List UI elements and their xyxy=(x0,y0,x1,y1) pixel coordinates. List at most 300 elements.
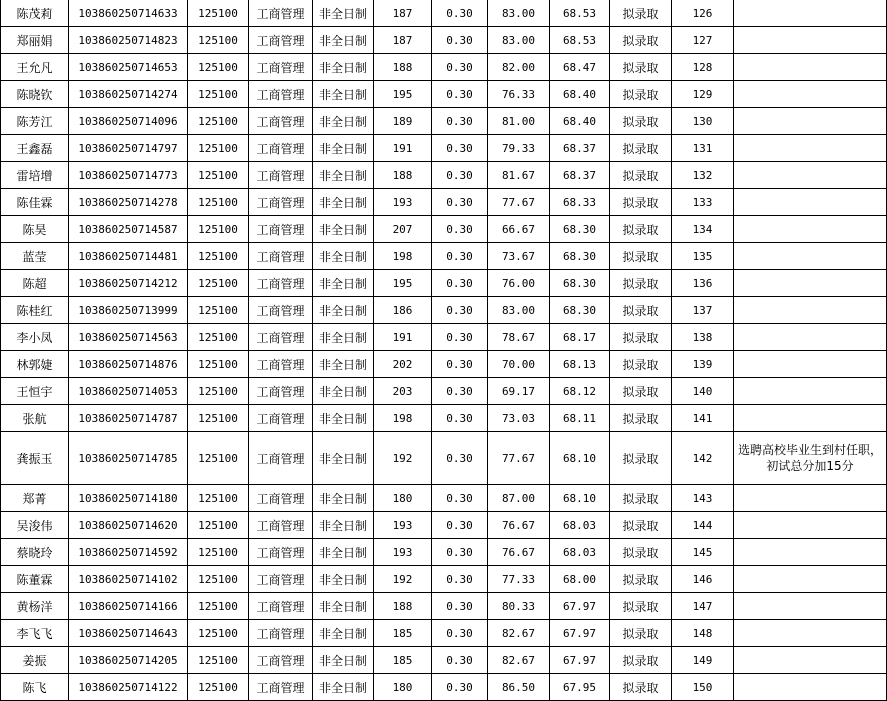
cell-name: 蓝莹 xyxy=(1,243,69,270)
cell-weight: 0.30 xyxy=(432,620,488,647)
cell-initial-score: 180 xyxy=(374,674,432,701)
cell-major-code: 125100 xyxy=(188,54,249,81)
cell-initial-score: 188 xyxy=(374,593,432,620)
cell-major: 工商管理 xyxy=(249,270,313,297)
cell-initial-score: 186 xyxy=(374,297,432,324)
cell-status: 拟录取 xyxy=(610,81,672,108)
cell-rank: 138 xyxy=(672,324,734,351)
cell-note xyxy=(734,405,887,432)
cell-weight: 0.30 xyxy=(432,81,488,108)
cell-rank: 149 xyxy=(672,647,734,674)
cell-study-mode: 非全日制 xyxy=(313,512,374,539)
table-row xyxy=(1,593,887,620)
cell-major-code: 125100 xyxy=(188,189,249,216)
table-row xyxy=(1,54,887,81)
cell-total-score: 68.03 xyxy=(550,512,610,539)
cell-status: 拟录取 xyxy=(610,270,672,297)
cell-rank: 136 xyxy=(672,270,734,297)
cell-initial-score: 195 xyxy=(374,81,432,108)
cell-name: 吴浚伟 xyxy=(1,512,69,539)
cell-note xyxy=(734,485,887,512)
cell-note xyxy=(734,162,887,189)
cell-rank: 134 xyxy=(672,216,734,243)
cell-study-mode: 非全日制 xyxy=(313,647,374,674)
cell-retest-score: 73.03 xyxy=(488,405,550,432)
cell-retest-score: 79.33 xyxy=(488,135,550,162)
cell-initial-score: 188 xyxy=(374,162,432,189)
cell-major: 工商管理 xyxy=(249,108,313,135)
table-row xyxy=(1,0,887,27)
cell-study-mode: 非全日制 xyxy=(313,297,374,324)
cell-major: 工商管理 xyxy=(249,378,313,405)
cell-retest-score: 76.67 xyxy=(488,539,550,566)
cell-status: 拟录取 xyxy=(610,216,672,243)
cell-status: 拟录取 xyxy=(610,297,672,324)
cell-total-score: 68.12 xyxy=(550,378,610,405)
cell-major-code: 125100 xyxy=(188,216,249,243)
cell-initial-score: 193 xyxy=(374,189,432,216)
cell-exam-id: 103860250714785 xyxy=(69,432,188,485)
cell-initial-score: 191 xyxy=(374,135,432,162)
cell-total-score: 68.03 xyxy=(550,539,610,566)
cell-retest-score: 80.33 xyxy=(488,593,550,620)
table-row xyxy=(1,162,887,189)
cell-major: 工商管理 xyxy=(249,566,313,593)
cell-rank: 143 xyxy=(672,485,734,512)
cell-name: 郑丽娟 xyxy=(1,27,69,54)
cell-retest-score: 76.67 xyxy=(488,512,550,539)
cell-name: 李小凤 xyxy=(1,324,69,351)
cell-status: 拟录取 xyxy=(610,405,672,432)
table-row xyxy=(1,351,887,378)
cell-total-score: 67.97 xyxy=(550,647,610,674)
cell-name: 陈芳江 xyxy=(1,108,69,135)
cell-retest-score: 83.00 xyxy=(488,27,550,54)
cell-exam-id: 103860250714587 xyxy=(69,216,188,243)
cell-note xyxy=(734,297,887,324)
cell-status: 拟录取 xyxy=(610,108,672,135)
cell-initial-score: 187 xyxy=(374,0,432,27)
cell-exam-id: 103860250714212 xyxy=(69,270,188,297)
cell-weight: 0.30 xyxy=(432,485,488,512)
cell-exam-id: 103860250714876 xyxy=(69,351,188,378)
cell-major: 工商管理 xyxy=(249,0,313,27)
cell-total-score: 68.37 xyxy=(550,162,610,189)
cell-note xyxy=(734,108,887,135)
cell-rank: 145 xyxy=(672,539,734,566)
cell-initial-score: 198 xyxy=(374,243,432,270)
cell-name: 陈董霖 xyxy=(1,566,69,593)
table-row xyxy=(1,620,887,647)
table-row xyxy=(1,27,887,54)
cell-name: 陈晓钦 xyxy=(1,81,69,108)
table-row xyxy=(1,432,887,485)
cell-study-mode: 非全日制 xyxy=(313,216,374,243)
cell-exam-id: 103860250714481 xyxy=(69,243,188,270)
cell-major-code: 125100 xyxy=(188,108,249,135)
cell-exam-id: 103860250714823 xyxy=(69,27,188,54)
cell-study-mode: 非全日制 xyxy=(313,189,374,216)
cell-retest-score: 76.33 xyxy=(488,81,550,108)
cell-status: 拟录取 xyxy=(610,324,672,351)
table-row xyxy=(1,485,887,512)
cell-major: 工商管理 xyxy=(249,512,313,539)
cell-major-code: 125100 xyxy=(188,243,249,270)
cell-retest-score: 82.67 xyxy=(488,647,550,674)
cell-major-code: 125100 xyxy=(188,324,249,351)
cell-rank: 129 xyxy=(672,81,734,108)
table-row xyxy=(1,512,887,539)
table-row xyxy=(1,270,887,297)
cell-exam-id: 103860250714773 xyxy=(69,162,188,189)
cell-major-code: 125100 xyxy=(188,81,249,108)
cell-weight: 0.30 xyxy=(432,243,488,270)
cell-study-mode: 非全日制 xyxy=(313,432,374,485)
cell-name: 李飞飞 xyxy=(1,620,69,647)
cell-retest-score: 66.67 xyxy=(488,216,550,243)
cell-exam-id: 103860250714180 xyxy=(69,485,188,512)
cell-initial-score: 192 xyxy=(374,566,432,593)
cell-exam-id: 103860250714653 xyxy=(69,54,188,81)
cell-total-score: 68.33 xyxy=(550,189,610,216)
table-row xyxy=(1,324,887,351)
cell-total-score: 68.00 xyxy=(550,566,610,593)
table-row xyxy=(1,297,887,324)
cell-major: 工商管理 xyxy=(249,593,313,620)
cell-rank: 131 xyxy=(672,135,734,162)
cell-name: 郑菁 xyxy=(1,485,69,512)
cell-major: 工商管理 xyxy=(249,54,313,81)
table-row xyxy=(1,81,887,108)
cell-major: 工商管理 xyxy=(249,324,313,351)
cell-initial-score: 185 xyxy=(374,647,432,674)
cell-initial-score: 207 xyxy=(374,216,432,243)
cell-major: 工商管理 xyxy=(249,216,313,243)
cell-major-code: 125100 xyxy=(188,351,249,378)
cell-note xyxy=(734,351,887,378)
cell-status: 拟录取 xyxy=(610,378,672,405)
cell-total-score: 68.30 xyxy=(550,270,610,297)
cell-total-score: 68.10 xyxy=(550,485,610,512)
table-row xyxy=(1,108,887,135)
cell-retest-score: 70.00 xyxy=(488,351,550,378)
cell-major-code: 125100 xyxy=(188,135,249,162)
cell-name: 陈飞 xyxy=(1,674,69,701)
cell-retest-score: 83.00 xyxy=(488,297,550,324)
cell-rank: 140 xyxy=(672,378,734,405)
cell-total-score: 68.30 xyxy=(550,297,610,324)
cell-note xyxy=(734,0,887,27)
cell-status: 拟录取 xyxy=(610,27,672,54)
cell-exam-id: 103860250714102 xyxy=(69,566,188,593)
cell-rank: 135 xyxy=(672,243,734,270)
cell-exam-id: 103860250714278 xyxy=(69,189,188,216)
cell-rank: 147 xyxy=(672,593,734,620)
cell-total-score: 68.30 xyxy=(550,216,610,243)
cell-retest-score: 73.67 xyxy=(488,243,550,270)
cell-exam-id: 103860250714787 xyxy=(69,405,188,432)
cell-weight: 0.30 xyxy=(432,593,488,620)
cell-total-score: 68.47 xyxy=(550,54,610,81)
cell-name: 蔡晓玲 xyxy=(1,539,69,566)
cell-note xyxy=(734,189,887,216)
cell-status: 拟录取 xyxy=(610,189,672,216)
cell-initial-score: 185 xyxy=(374,620,432,647)
cell-major-code: 125100 xyxy=(188,512,249,539)
cell-note xyxy=(734,378,887,405)
cell-total-score: 68.10 xyxy=(550,432,610,485)
cell-note xyxy=(734,539,887,566)
cell-exam-id: 103860250714643 xyxy=(69,620,188,647)
cell-status: 拟录取 xyxy=(610,162,672,189)
cell-weight: 0.30 xyxy=(432,647,488,674)
cell-status: 拟录取 xyxy=(610,593,672,620)
cell-study-mode: 非全日制 xyxy=(313,108,374,135)
cell-major-code: 125100 xyxy=(188,485,249,512)
cell-note xyxy=(734,674,887,701)
table-row xyxy=(1,566,887,593)
cell-study-mode: 非全日制 xyxy=(313,378,374,405)
cell-exam-id: 103860250714274 xyxy=(69,81,188,108)
cell-major: 工商管理 xyxy=(249,620,313,647)
cell-major: 工商管理 xyxy=(249,647,313,674)
cell-study-mode: 非全日制 xyxy=(313,539,374,566)
cell-major-code: 125100 xyxy=(188,405,249,432)
table-row xyxy=(1,243,887,270)
cell-weight: 0.30 xyxy=(432,351,488,378)
cell-weight: 0.30 xyxy=(432,270,488,297)
cell-major: 工商管理 xyxy=(249,189,313,216)
cell-name: 王恒宇 xyxy=(1,378,69,405)
table-row xyxy=(1,216,887,243)
cell-initial-score: 180 xyxy=(374,485,432,512)
cell-major-code: 125100 xyxy=(188,674,249,701)
table-row xyxy=(1,674,887,701)
cell-rank: 141 xyxy=(672,405,734,432)
cell-weight: 0.30 xyxy=(432,378,488,405)
cell-note xyxy=(734,593,887,620)
cell-exam-id: 103860250714633 xyxy=(69,0,188,27)
cell-weight: 0.30 xyxy=(432,54,488,81)
cell-exam-id: 103860250714053 xyxy=(69,378,188,405)
cell-study-mode: 非全日制 xyxy=(313,162,374,189)
cell-retest-score: 77.67 xyxy=(488,432,550,485)
cell-initial-score: 193 xyxy=(374,539,432,566)
cell-weight: 0.30 xyxy=(432,0,488,27)
cell-retest-score: 87.00 xyxy=(488,485,550,512)
cell-major-code: 125100 xyxy=(188,297,249,324)
cell-major: 工商管理 xyxy=(249,243,313,270)
cell-rank: 128 xyxy=(672,54,734,81)
cell-total-score: 68.53 xyxy=(550,0,610,27)
cell-weight: 0.30 xyxy=(432,512,488,539)
cell-rank: 126 xyxy=(672,0,734,27)
cell-weight: 0.30 xyxy=(432,674,488,701)
cell-note xyxy=(734,81,887,108)
cell-initial-score: 187 xyxy=(374,27,432,54)
cell-study-mode: 非全日制 xyxy=(313,566,374,593)
cell-weight: 0.30 xyxy=(432,539,488,566)
cell-major-code: 125100 xyxy=(188,378,249,405)
cell-major: 工商管理 xyxy=(249,162,313,189)
cell-rank: 137 xyxy=(672,297,734,324)
cell-status: 拟录取 xyxy=(610,243,672,270)
cell-initial-score: 203 xyxy=(374,378,432,405)
cell-initial-score: 188 xyxy=(374,54,432,81)
cell-name: 陈昊 xyxy=(1,216,69,243)
cell-retest-score: 82.67 xyxy=(488,620,550,647)
table-row xyxy=(1,405,887,432)
cell-note xyxy=(734,324,887,351)
cell-note xyxy=(734,647,887,674)
cell-major-code: 125100 xyxy=(188,162,249,189)
cell-major: 工商管理 xyxy=(249,27,313,54)
cell-study-mode: 非全日制 xyxy=(313,54,374,81)
cell-exam-id: 103860250714563 xyxy=(69,324,188,351)
cell-status: 拟录取 xyxy=(610,135,672,162)
cell-note xyxy=(734,135,887,162)
cell-retest-score: 83.00 xyxy=(488,0,550,27)
cell-name: 雷培增 xyxy=(1,162,69,189)
cell-major: 工商管理 xyxy=(249,539,313,566)
cell-retest-score: 86.50 xyxy=(488,674,550,701)
cell-exam-id: 103860250714205 xyxy=(69,647,188,674)
cell-major: 工商管理 xyxy=(249,432,313,485)
cell-study-mode: 非全日制 xyxy=(313,405,374,432)
cell-rank: 142 xyxy=(672,432,734,485)
cell-study-mode: 非全日制 xyxy=(313,674,374,701)
cell-exam-id: 103860250714166 xyxy=(69,593,188,620)
cell-study-mode: 非全日制 xyxy=(313,81,374,108)
cell-major: 工商管理 xyxy=(249,351,313,378)
table-row xyxy=(1,378,887,405)
cell-initial-score: 202 xyxy=(374,351,432,378)
cell-rank: 139 xyxy=(672,351,734,378)
cell-weight: 0.30 xyxy=(432,566,488,593)
table-row xyxy=(1,647,887,674)
cell-weight: 0.30 xyxy=(432,324,488,351)
cell-initial-score: 195 xyxy=(374,270,432,297)
cell-status: 拟录取 xyxy=(610,512,672,539)
cell-status: 拟录取 xyxy=(610,647,672,674)
cell-study-mode: 非全日制 xyxy=(313,620,374,647)
cell-note xyxy=(734,512,887,539)
cell-major: 工商管理 xyxy=(249,485,313,512)
cell-rank: 133 xyxy=(672,189,734,216)
cell-note xyxy=(734,620,887,647)
cell-major-code: 125100 xyxy=(188,566,249,593)
cell-total-score: 68.17 xyxy=(550,324,610,351)
cell-major-code: 125100 xyxy=(188,620,249,647)
cell-major: 工商管理 xyxy=(249,405,313,432)
cell-study-mode: 非全日制 xyxy=(313,135,374,162)
cell-major-code: 125100 xyxy=(188,0,249,27)
cell-note xyxy=(734,243,887,270)
cell-retest-score: 82.00 xyxy=(488,54,550,81)
cell-total-score: 67.97 xyxy=(550,593,610,620)
cell-name: 黄杨洋 xyxy=(1,593,69,620)
cell-weight: 0.30 xyxy=(432,405,488,432)
cell-study-mode: 非全日制 xyxy=(313,27,374,54)
cell-retest-score: 77.33 xyxy=(488,566,550,593)
table-row xyxy=(1,135,887,162)
cell-weight: 0.30 xyxy=(432,162,488,189)
cell-total-score: 68.40 xyxy=(550,81,610,108)
cell-exam-id: 103860250713999 xyxy=(69,297,188,324)
cell-weight: 0.30 xyxy=(432,189,488,216)
cell-retest-score: 81.00 xyxy=(488,108,550,135)
cell-name: 陈超 xyxy=(1,270,69,297)
cell-retest-score: 78.67 xyxy=(488,324,550,351)
cell-note xyxy=(734,566,887,593)
cell-total-score: 68.11 xyxy=(550,405,610,432)
cell-name: 陈桂红 xyxy=(1,297,69,324)
table-row xyxy=(1,189,887,216)
cell-total-score: 68.53 xyxy=(550,27,610,54)
cell-rank: 132 xyxy=(672,162,734,189)
cell-study-mode: 非全日制 xyxy=(313,324,374,351)
cell-initial-score: 193 xyxy=(374,512,432,539)
cell-retest-score: 76.00 xyxy=(488,270,550,297)
cell-initial-score: 189 xyxy=(374,108,432,135)
cell-major: 工商管理 xyxy=(249,297,313,324)
cell-initial-score: 192 xyxy=(374,432,432,485)
cell-major-code: 125100 xyxy=(188,270,249,297)
cell-weight: 0.30 xyxy=(432,135,488,162)
cell-retest-score: 77.67 xyxy=(488,189,550,216)
cell-exam-id: 103860250714122 xyxy=(69,674,188,701)
cell-exam-id: 103860250714592 xyxy=(69,539,188,566)
cell-status: 拟录取 xyxy=(610,674,672,701)
cell-weight: 0.30 xyxy=(432,432,488,485)
cell-total-score: 68.37 xyxy=(550,135,610,162)
cell-exam-id: 103860250714797 xyxy=(69,135,188,162)
cell-major-code: 125100 xyxy=(188,539,249,566)
cell-note xyxy=(734,216,887,243)
cell-study-mode: 非全日制 xyxy=(313,351,374,378)
cell-rank: 150 xyxy=(672,674,734,701)
cell-note: 选聘高校毕业生到村任职，初试总分加15分 xyxy=(734,432,887,485)
cell-retest-score: 69.17 xyxy=(488,378,550,405)
cell-major: 工商管理 xyxy=(249,135,313,162)
cell-name: 陈茂莉 xyxy=(1,0,69,27)
cell-initial-score: 198 xyxy=(374,405,432,432)
cell-total-score: 67.97 xyxy=(550,620,610,647)
cell-name: 王鑫磊 xyxy=(1,135,69,162)
cell-rank: 144 xyxy=(672,512,734,539)
cell-study-mode: 非全日制 xyxy=(313,485,374,512)
cell-weight: 0.30 xyxy=(432,216,488,243)
cell-initial-score: 191 xyxy=(374,324,432,351)
cell-study-mode: 非全日制 xyxy=(313,243,374,270)
cell-status: 拟录取 xyxy=(610,485,672,512)
cell-note xyxy=(734,27,887,54)
cell-major-code: 125100 xyxy=(188,27,249,54)
cell-study-mode: 非全日制 xyxy=(313,593,374,620)
cell-status: 拟录取 xyxy=(610,432,672,485)
cell-study-mode: 非全日制 xyxy=(313,270,374,297)
cell-status: 拟录取 xyxy=(610,539,672,566)
cell-weight: 0.30 xyxy=(432,108,488,135)
cell-major-code: 125100 xyxy=(188,647,249,674)
cell-total-score: 68.40 xyxy=(550,108,610,135)
cell-note xyxy=(734,54,887,81)
cell-weight: 0.30 xyxy=(432,297,488,324)
cell-major-code: 125100 xyxy=(188,593,249,620)
cell-status: 拟录取 xyxy=(610,351,672,378)
cell-note xyxy=(734,270,887,297)
cell-rank: 148 xyxy=(672,620,734,647)
